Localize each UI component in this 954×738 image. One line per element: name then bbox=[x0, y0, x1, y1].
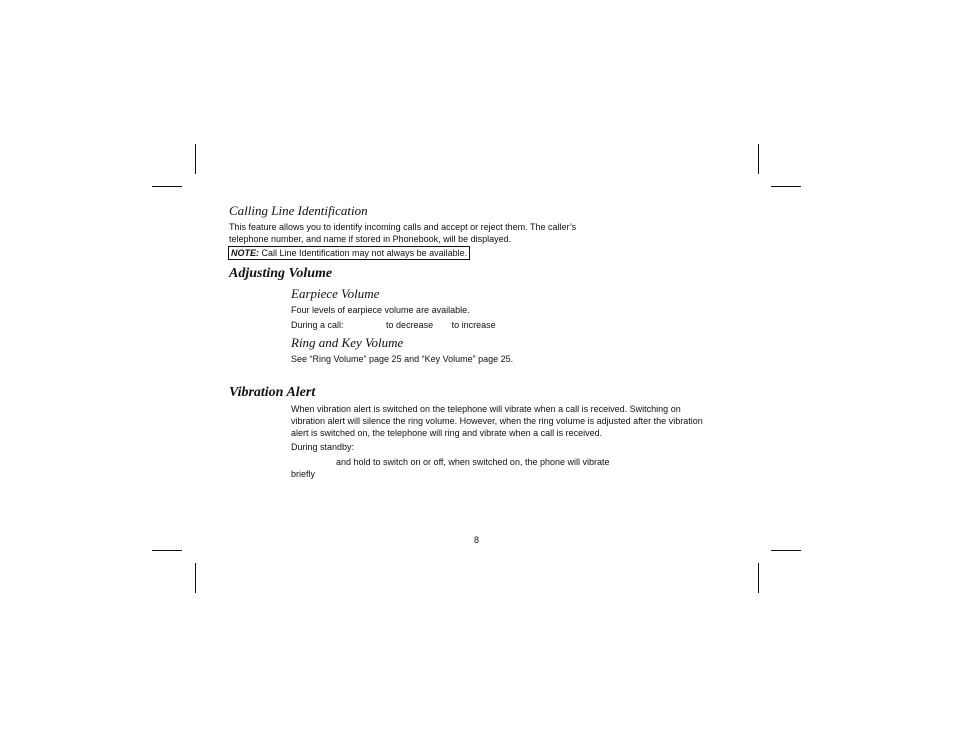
to-increase: to increase bbox=[451, 320, 496, 330]
vibration-alert-text: When vibration alert is switched on the telephone will vibrate when a call is received. Switching on vibration alert will silence the ring volume. However, when the ring volume is adjusted after the vibration alert is switched on, the telephone will ring and vibrate when a call is received. bbox=[291, 404, 703, 438]
calling-line-text: This feature allows you to identify incoming calls and accept or reject them. The caller’s telephone number, and name if stored in Phonebook, will be displayed. bbox=[229, 222, 577, 244]
to-decrease: to decrease bbox=[386, 320, 434, 330]
vibration-alert-heading: Vibration Alert bbox=[229, 385, 316, 400]
standby-instruction-text: and hold to switch on or off, when switched on, the phone will vibrate briefly bbox=[291, 457, 610, 479]
crop-mark bbox=[758, 144, 759, 174]
earpiece-volume-text: Four levels of earpiece volume are available. bbox=[291, 305, 470, 315]
note-box bbox=[228, 246, 470, 260]
crop-mark bbox=[771, 550, 801, 551]
crop-mark bbox=[152, 186, 182, 187]
calling-line-heading: Calling Line Identification bbox=[229, 203, 368, 218]
page-number: 8 bbox=[474, 535, 480, 545]
crop-mark bbox=[195, 563, 196, 593]
during-call-label: During a call: bbox=[291, 320, 344, 330]
note-text: Call Line Identification may not always be available. bbox=[259, 248, 468, 258]
crop-mark bbox=[152, 550, 182, 551]
ring-key-volume-heading: Ring and Key Volume bbox=[291, 335, 404, 350]
standby-instruction bbox=[291, 456, 611, 480]
crop-mark bbox=[771, 186, 801, 187]
ring-key-volume-text: See “Ring Volume” page 25 and “Key Volume” page 25. bbox=[291, 354, 514, 364]
adjusting-volume-heading: Adjusting Volume bbox=[229, 266, 333, 281]
crop-mark bbox=[195, 144, 196, 174]
note-label: NOTE: bbox=[231, 248, 259, 258]
crop-mark bbox=[758, 563, 759, 593]
earpiece-volume-heading: Earpiece Volume bbox=[291, 286, 380, 301]
during-call-line bbox=[291, 319, 496, 331]
during-standby-label: During standby: bbox=[291, 442, 355, 452]
